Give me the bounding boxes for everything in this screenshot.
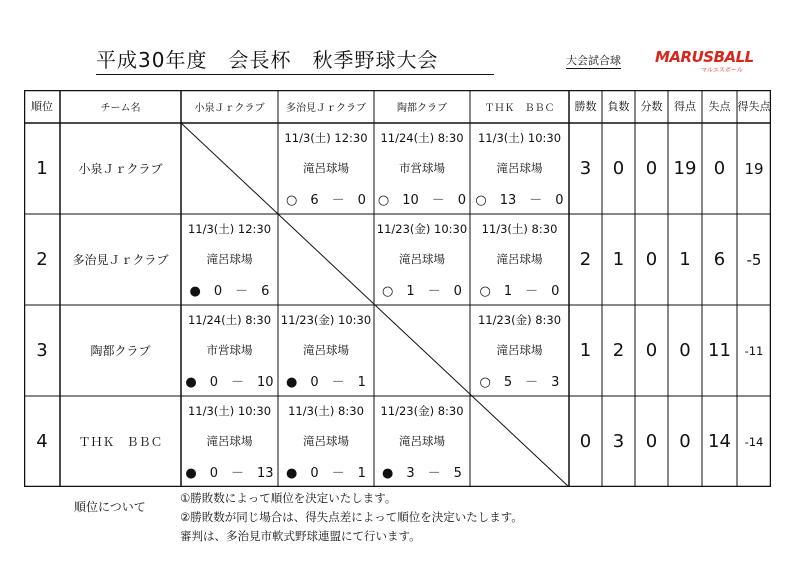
match-result: ● 0 － 10 (185, 374, 274, 390)
team-name: 陶都クラブ (90, 344, 151, 358)
match-date: 11/23(金) 8:30 (380, 404, 464, 418)
notes-label: 順位について (74, 500, 146, 514)
match-date: 11/3(土) 8:30 (288, 404, 364, 418)
match-date: 11/24(土) 8:30 (380, 131, 464, 145)
rank-value: 4 (36, 431, 48, 452)
match-result: ○ 1 － 0 (479, 283, 560, 299)
points-against-value: 6 (713, 249, 726, 270)
match-venue: 滝呂球場 (206, 252, 253, 266)
official-ball-label: 大会試合球 (566, 54, 621, 67)
match-date: 11/3(土) 12:30 (187, 222, 272, 236)
standings-table (24, 90, 771, 487)
diff-value: -14 (744, 434, 764, 449)
points-for-value: 19 (673, 158, 697, 179)
diff-value: -5 (746, 250, 762, 269)
match-date: 11/3(土) 8:30 (481, 222, 558, 236)
match-venue: 滝呂球場 (206, 434, 253, 448)
points-against-value: 11 (708, 340, 731, 361)
rank-value: 1 (36, 158, 48, 179)
note-line: ②勝敗数が同じ場合は、得失点差によって順位を決定いたします。 (180, 510, 523, 524)
header-losses: 負数 (607, 99, 630, 113)
draws-value: 0 (645, 431, 658, 452)
page-title: 平成30年度 会長杯 秋季野球大会 (96, 44, 494, 75)
match-date: 11/24(土) 8:30 (187, 313, 272, 327)
match-venue: 滝呂球場 (496, 161, 543, 175)
wins-value: 3 (579, 158, 592, 179)
match-date: 11/3(土) 10:30 (187, 404, 272, 418)
header-opponent: 陶都クラブ (397, 103, 447, 114)
header-opponent: ＴＨＫ ＢＢＣ (484, 103, 555, 114)
match-result: ○ 10 － 0 (377, 192, 467, 208)
points-for-value: 0 (679, 340, 691, 361)
note-line: 審判は、多治見市軟式野球連盟にて行います。 (180, 529, 421, 543)
points-against-value: 14 (708, 431, 731, 452)
team-name: ＴＨＫ ＢＢＣ (78, 435, 163, 449)
losses-value: 1 (612, 249, 625, 270)
losses-value: 0 (612, 158, 625, 179)
header-opponent: 小泉Ｊｒクラブ (194, 103, 265, 114)
points-against-value: 0 (713, 158, 726, 179)
match-venue: 滝呂球場 (303, 434, 349, 448)
wins-value: 2 (579, 249, 592, 270)
match-result: ● 0 － 6 (189, 283, 270, 299)
losses-value: 2 (612, 340, 625, 361)
wins-value: 1 (579, 340, 592, 361)
team-name: 多治見Ｊｒクラブ (72, 253, 169, 267)
match-venue: 市営球場 (399, 161, 445, 175)
header-draws: 分数 (640, 99, 663, 113)
points-for-value: 0 (679, 431, 691, 452)
match-result: ● 0 － 1 (286, 374, 366, 390)
match-venue: 滝呂球場 (303, 343, 349, 357)
match-result: ○ 1 － 0 (382, 283, 462, 299)
header-opponent: 多治見Ｊｒクラブ (286, 103, 366, 114)
diff-value: -11 (744, 343, 764, 358)
logo-sub: マルエスボール (701, 67, 743, 74)
match-result: ● 0 － 13 (185, 465, 274, 481)
marusball-logo (655, 44, 754, 76)
draws-value: 0 (645, 158, 658, 179)
diff-value: 19 (744, 159, 764, 178)
match-venue: 滝呂球場 (303, 161, 349, 175)
match-date: 11/23(金) 8:30 (477, 313, 562, 327)
match-date: 11/23(金) 10:30 (280, 313, 372, 327)
wins-value: 0 (579, 431, 592, 452)
points-for-value: 1 (679, 249, 691, 270)
match-date: 11/23(金) 10:30 (376, 222, 468, 236)
header-points-against: 失点 (708, 99, 731, 113)
logo-text: MARUSBALL (655, 48, 754, 66)
match-venue: 滝呂球場 (399, 434, 445, 448)
match-venue: 市営球場 (206, 343, 253, 357)
header-wins: 勝数 (574, 99, 597, 113)
match-result: ○ 6 － 0 (286, 192, 366, 208)
match-venue: 滝呂球場 (496, 343, 543, 357)
match-venue: 滝呂球場 (496, 252, 543, 266)
match-result: ● 0 － 1 (286, 465, 366, 481)
team-name: 小泉Ｊｒクラブ (78, 162, 163, 176)
draws-value: 0 (645, 249, 658, 270)
match-result: ○ 5 － 3 (479, 374, 560, 390)
match-date: 11/3(土) 12:30 (284, 131, 368, 145)
header-rank: 順位 (31, 99, 53, 113)
header-diff: 得失点 (737, 99, 771, 113)
rank-value: 3 (36, 340, 48, 361)
header-points-for: 得点 (674, 99, 696, 113)
match-venue: 滝呂球場 (399, 252, 445, 266)
match-result: ● 3 － 5 (382, 465, 462, 481)
match-result: ○ 13 － 0 (475, 192, 564, 208)
note-line: ①勝敗数によって順位を決定いたします。 (180, 491, 397, 505)
rank-value: 2 (36, 249, 48, 270)
draws-value: 0 (645, 340, 658, 361)
match-date: 11/3(土) 10:30 (477, 131, 562, 145)
header-team: チーム名 (100, 103, 141, 114)
losses-value: 3 (612, 431, 625, 452)
